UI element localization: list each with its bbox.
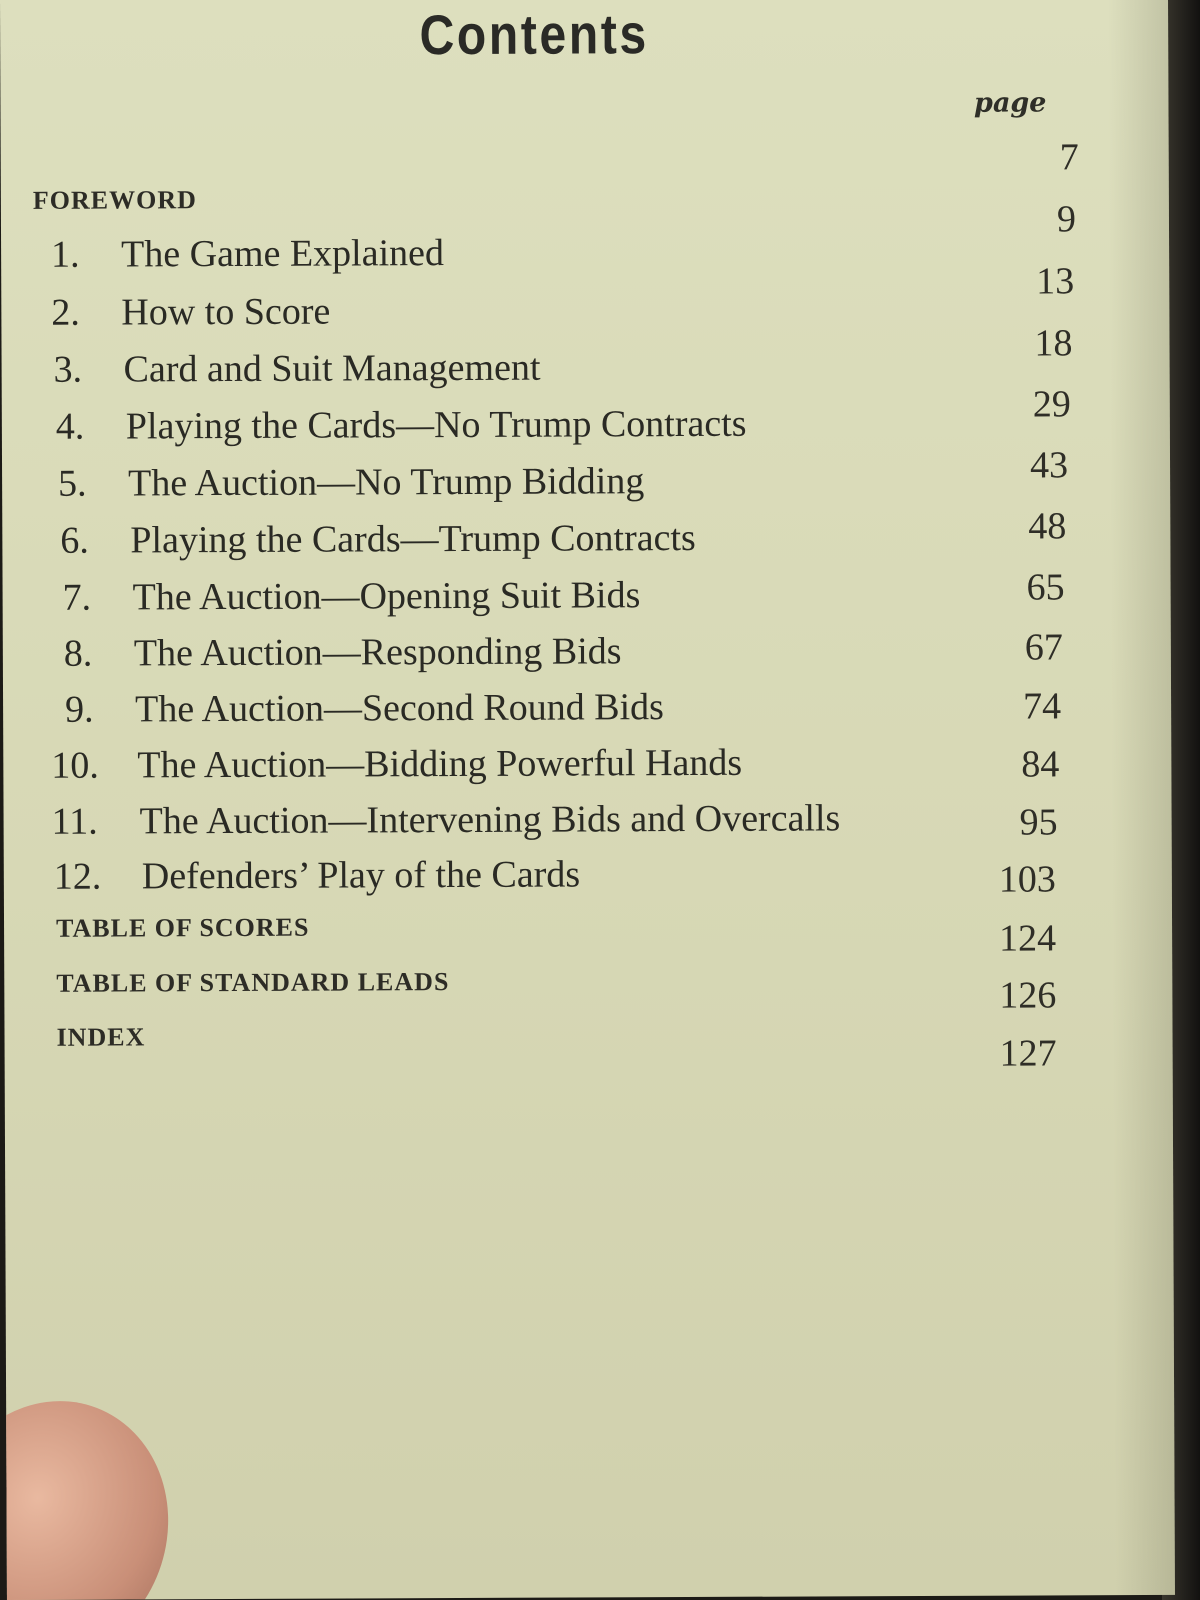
chapter-page-number: 65 bbox=[1026, 566, 1065, 609]
page-column-label: page bbox=[973, 87, 1047, 119]
chapter-number: 4. bbox=[55, 405, 85, 448]
chapter-entry bbox=[65, 688, 664, 729]
chapter-title: Playing the Cards—Trump Contracts bbox=[130, 516, 696, 562]
chapter-entry bbox=[51, 797, 841, 843]
thumb-finger bbox=[0, 1371, 201, 1600]
chapter-title: Playing the Cards—No Trump Contracts bbox=[125, 402, 747, 448]
chapter-entry bbox=[63, 630, 622, 675]
chapter-page-number: 103 bbox=[998, 858, 1056, 901]
chapter-title: The Auction—No Trump Bidding bbox=[128, 460, 645, 505]
chapter-title: The Auction—Opening Suit Bids bbox=[132, 574, 641, 619]
chapter-page-number: 13 bbox=[1036, 260, 1075, 303]
foreword-label: FOREWORD bbox=[32, 185, 197, 215]
chapter-number: 1. bbox=[51, 233, 80, 276]
chapter-title: The Game Explained bbox=[121, 232, 445, 276]
back-matter-label: TABLE OF STANDARD LEADS bbox=[56, 967, 450, 998]
chapter-number: 11. bbox=[51, 800, 98, 843]
back-matter-page-number: 127 bbox=[999, 1032, 1057, 1075]
chapter-entry bbox=[53, 346, 541, 391]
chapter-number: 5. bbox=[58, 462, 87, 505]
chapter-number: 6. bbox=[60, 519, 89, 562]
chapter-title: The Auction—Second Round Bids bbox=[135, 686, 664, 731]
chapter-page-number: 67 bbox=[1024, 626, 1063, 669]
page-title: Contents bbox=[419, 2, 649, 67]
chapter-page-number: 43 bbox=[1029, 444, 1069, 487]
chapter-title: How to Score bbox=[121, 290, 331, 334]
chapter-title: Card and Suit Management bbox=[123, 346, 541, 391]
chapter-entry bbox=[55, 402, 747, 448]
chapter-number: 3. bbox=[53, 348, 83, 391]
foreword-page-number: 7 bbox=[1059, 136, 1079, 179]
back-matter-label: INDEX bbox=[56, 1022, 146, 1052]
chapter-number: 2. bbox=[51, 291, 80, 334]
chapter-entry bbox=[60, 516, 696, 562]
chapter-entry bbox=[51, 290, 331, 334]
chapter-title: The Auction—Bidding Powerful Hands bbox=[137, 741, 743, 787]
back-matter-page-number: 124 bbox=[999, 917, 1057, 960]
chapter-entry bbox=[51, 741, 743, 787]
back-matter-label: TABLE OF SCORES bbox=[55, 912, 310, 943]
chapter-page-number: 18 bbox=[1034, 322, 1073, 365]
chapter-page-number: 95 bbox=[1019, 801, 1058, 844]
chapter-number: 12. bbox=[53, 855, 102, 898]
chapter-number: 8. bbox=[63, 632, 93, 675]
chapter-entry bbox=[51, 234, 444, 274]
chapter-title: The Auction—Responding Bids bbox=[133, 630, 622, 675]
chapter-number: 9. bbox=[65, 688, 94, 731]
back-matter-page-number: 126 bbox=[999, 974, 1057, 1017]
chapter-number: 7. bbox=[62, 576, 92, 619]
chapter-page-number: 9 bbox=[1056, 198, 1077, 241]
chapter-entry bbox=[58, 462, 644, 503]
chapter-page-number: 48 bbox=[1028, 505, 1067, 548]
chapter-page-number: 74 bbox=[1023, 685, 1062, 728]
chapter-page-number: 84 bbox=[1021, 743, 1060, 786]
chapter-page-number: 29 bbox=[1032, 383, 1071, 426]
chapter-entry bbox=[63, 576, 641, 617]
chapter-entry bbox=[53, 853, 581, 898]
chapter-number: 10. bbox=[51, 744, 99, 787]
chapter-title: The Auction—Intervening Bids and Overcalls bbox=[139, 797, 841, 843]
chapter-title: Defenders’ Play of the Cards bbox=[141, 853, 581, 898]
